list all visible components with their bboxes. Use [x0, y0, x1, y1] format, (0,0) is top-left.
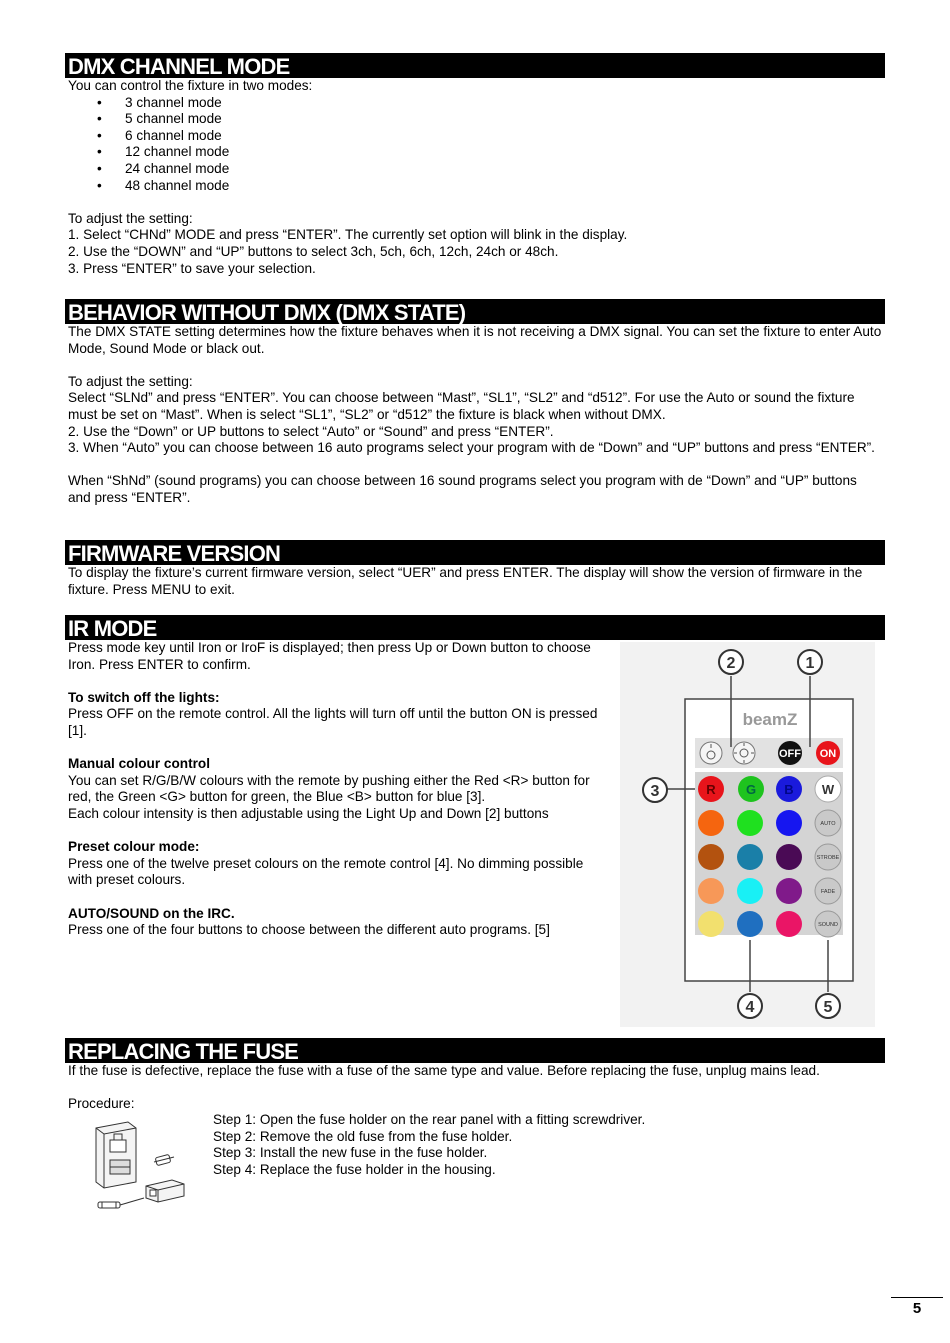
dmx-step: 3. Press “ENTER” to save your selection.	[68, 260, 316, 276]
ir-auto-text: Press one of the four buttons to choose between the different auto programs. [5]	[68, 922, 550, 938]
fuse-step: Step 4: Replace the fuse holder in the housing.	[213, 1161, 496, 1177]
ir-auto-heading: AUTO/SOUND on the IRC.	[68, 905, 235, 921]
brand-logo: beamZ	[742, 710, 798, 729]
fuse-step: Step 1: Open the fuse holder on the rear panel with a fitting screwdriver.	[213, 1112, 646, 1127]
ir-intro: Press mode key until Iron or IroF is displayed; then press Up or Down button to choose Iron. Press ENTER to confirm.	[68, 640, 591, 672]
section-heading-replacing-the-fuse: REPLACING THE FUSE	[65, 1038, 885, 1063]
svg-text:1: 1	[805, 655, 815, 672]
behavior-step: Select “SLNd” and press “ENTER”. You can choose between “Mast”, “SL1”, “SL2” and “d512”. For use the Auto or sound the fixture must be set on “Mast”. When is select “SL1”, “SL2” or “d512” the fixture is black when without DMX.	[68, 390, 855, 422]
list-item: • 5 channel mode	[68, 111, 883, 128]
fuse-holder-illustration	[88, 1120, 193, 1215]
ir-manual-text: You can set R/G/B/W colours with the remote by pushing either the Red <R> button for red, the Green <G> button for green, the Blue <B> button for blue [3].	[68, 772, 590, 805]
list-item: • 6 channel mode	[68, 128, 883, 145]
preset-color-button[interactable]	[776, 810, 802, 836]
firmware-text: To display the fixture’s current firmware version, select “UER” and press ENTER. The display will show the version of firmware in the fixture. Press MENU to exit.	[68, 565, 863, 597]
ir-off-text: Press OFF on the remote control. All the lights will turn off until the button ON is pressed [1].	[68, 706, 598, 738]
dmx-intro: You can control the fixture in two modes:	[68, 78, 313, 93]
callout-4	[738, 994, 762, 1018]
ir-preset-text: Press one of the twelve preset colours on the remote control [4]. No dimming possible with preset colours.	[68, 855, 584, 888]
dmx-channel-mode-body	[68, 78, 883, 277]
section-heading-dmx-channel-mode: DMX CHANNEL MODE	[65, 53, 885, 78]
fade-button-label: FADE	[820, 889, 836, 895]
dmx-adjust-label: To adjust the setting:	[68, 210, 193, 226]
preset-color-button[interactable]	[698, 844, 724, 870]
remote-control-illustration	[620, 642, 875, 1027]
list-item: • 24 channel mode	[68, 161, 883, 178]
strobe-button-label: STROBE	[816, 855, 840, 861]
preset-color-button[interactable]	[776, 844, 802, 870]
fuse-procedure-label: Procedure:	[68, 1096, 135, 1112]
behavior-step: 3. When “Auto” you can choose between 16 auto programs select your program with de “Down” and “UP” buttons and press “ENTER”.	[68, 440, 875, 456]
ir-preset-heading: Preset colour mode:	[68, 839, 200, 855]
list-item: • 48 channel mode	[68, 178, 883, 195]
preset-color-button[interactable]	[776, 878, 802, 904]
list-item: • 3 channel mode	[68, 95, 883, 112]
fuse-step: Step 3: Install the new fuse in the fuse holder.	[213, 1145, 488, 1161]
preset-color-button[interactable]	[698, 878, 724, 904]
fuse-steps	[213, 1112, 853, 1178]
light-down-icon[interactable]	[700, 742, 722, 764]
light-up-icon[interactable]	[733, 742, 755, 764]
fuse-text: If the fuse is defective, replace the fuse with a fuse of the same type and value. Before replacing the fuse, unplug mains lead.	[68, 1063, 820, 1078]
on-button-label: ON	[819, 748, 837, 760]
svg-text:2: 2	[726, 655, 736, 672]
behavior-adjust-label: To adjust the setting:	[68, 373, 193, 389]
preset-color-button[interactable]	[737, 810, 763, 836]
green-button-label: G	[745, 782, 757, 797]
callout-3	[643, 778, 667, 802]
red-button-label: R	[706, 782, 716, 797]
ir-manual-heading: Manual colour control	[68, 756, 210, 772]
fuse-step: Step 2: Remove the old fuse from the fuse holder.	[213, 1128, 513, 1144]
sound-button-label: SOUND	[818, 922, 838, 928]
white-button-label: W	[821, 782, 835, 797]
auto-button-label: AUTO	[820, 821, 836, 827]
section-heading-behavior-without-dmx: BEHAVIOR WITHOUT DMX (DMX STATE)	[65, 299, 885, 324]
dmx-step: 2. Use the “DOWN” and “UP” buttons to select 3ch, 5ch, 6ch, 12ch, 24ch or 48ch.	[68, 243, 559, 259]
preset-color-button[interactable]	[737, 844, 763, 870]
firmware-body	[68, 565, 883, 598]
dmx-step: 1. Select “CHNd” MODE and press “ENTER”. The currently set option will blink in the display.	[68, 227, 628, 243]
ir-manual-text-2: Each colour intensity is then adjustable using the Light Up and Down [2] buttons	[68, 805, 549, 821]
behavior-step: 2. Use the “Down” or UP buttons to select “Auto” or “Sound” and press “ENTER”.	[68, 423, 554, 439]
ir-off-heading: To switch off the lights:	[68, 689, 220, 705]
behavior-sound-text: When “ShNd” (sound programs) you can choose between 16 sound programs select you program with de “Down” and “UP” buttons and press “ENTER”.	[68, 473, 857, 505]
ir-mode-body	[68, 640, 608, 939]
behavior-body	[68, 324, 883, 507]
preset-color-button[interactable]	[737, 878, 763, 904]
preset-color-button[interactable]	[698, 810, 724, 836]
svg-text:4: 4	[745, 999, 755, 1016]
preset-color-button[interactable]	[737, 911, 763, 937]
page-number: 5	[891, 1297, 943, 1318]
callout-5	[816, 994, 840, 1018]
preset-color-button[interactable]	[698, 911, 724, 937]
svg-text:3: 3	[650, 783, 660, 800]
preset-color-button[interactable]	[776, 911, 802, 937]
blue-button-label: B	[784, 782, 794, 797]
off-button-label: OFF	[779, 748, 801, 760]
fuse-body	[68, 1063, 883, 1113]
callout-1	[798, 650, 822, 674]
channel-mode-list	[68, 95, 883, 195]
section-heading-firmware-version: FIRMWARE VERSION	[65, 540, 885, 565]
callout-2	[719, 650, 743, 674]
behavior-intro: The DMX STATE setting determines how the fixture behaves when it is not receiving a DMX signal. You can set the fixture to enter Auto Mode, Sound Mode or black out.	[68, 324, 882, 356]
list-item: • 12 channel mode	[68, 144, 883, 161]
svg-text:5: 5	[823, 999, 833, 1016]
section-heading-ir-mode: IR MODE	[65, 615, 885, 640]
